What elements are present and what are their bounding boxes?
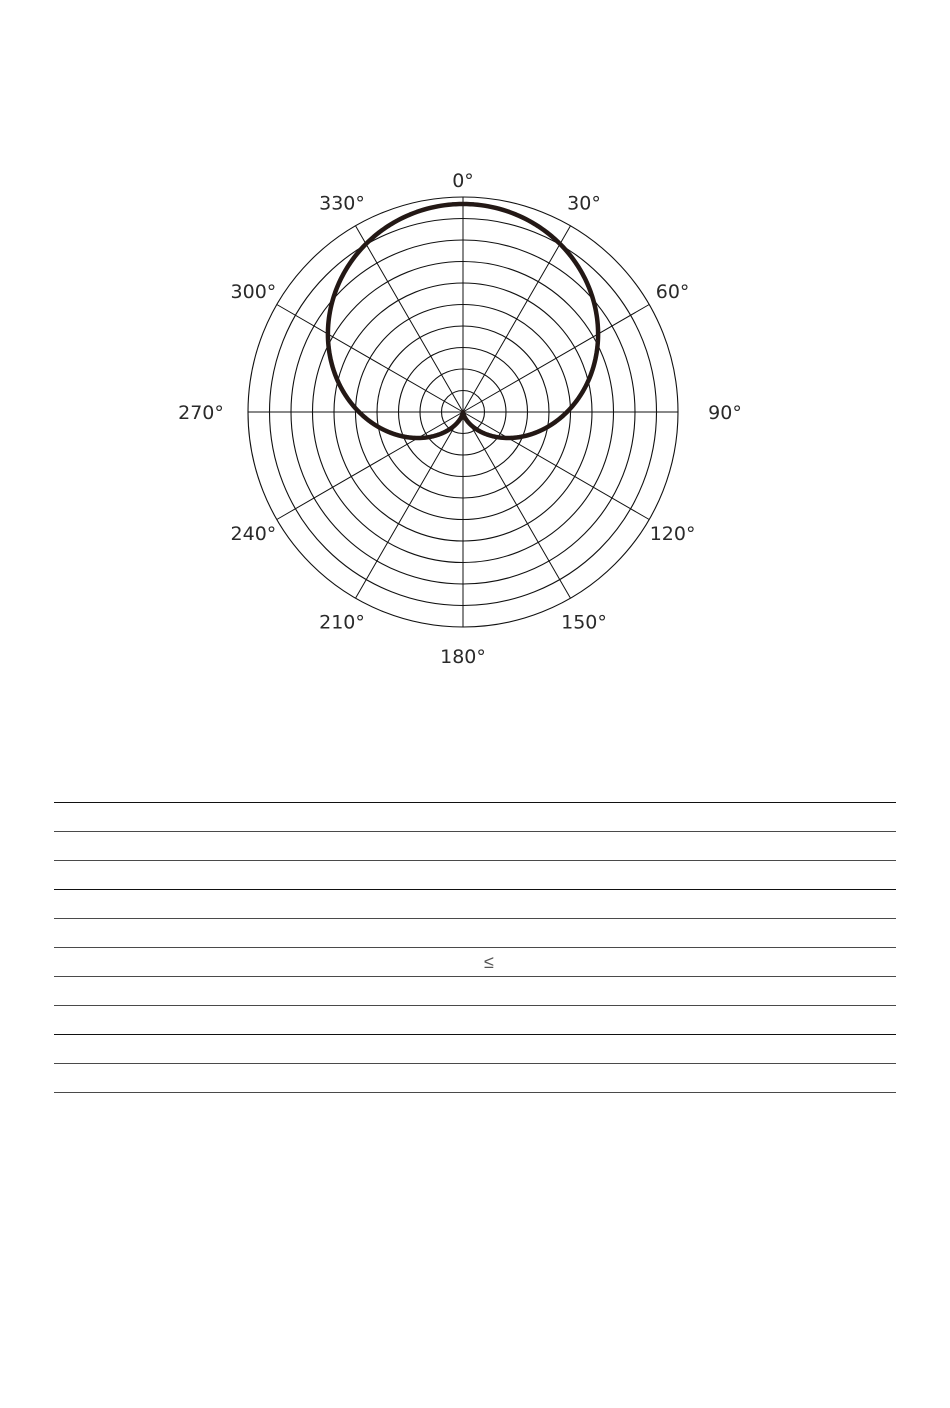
angle-label-210: 210° [319, 611, 365, 634]
grid-spoke-30 [463, 226, 571, 412]
table-row [54, 802, 896, 831]
angle-label-180: 180° [440, 646, 486, 668]
angle-label-90: 90° [708, 402, 742, 424]
table-row [54, 860, 896, 889]
angle-label-30: 30° [567, 192, 601, 215]
angle-label-0: 0° [452, 170, 474, 192]
angle-label-150: 150° [561, 611, 607, 634]
angle-label-300: 300° [230, 281, 277, 303]
grid-spoke-120 [463, 412, 649, 520]
table-row [54, 1063, 896, 1093]
table-row [54, 918, 896, 947]
table-row [54, 976, 896, 1005]
table-row [54, 889, 896, 918]
grid-spoke-300 [277, 305, 463, 413]
angle-label-120: 120° [649, 523, 696, 545]
grid-spoke-210 [356, 412, 464, 598]
grid-spoke-150 [463, 412, 571, 598]
table-row [54, 1034, 896, 1063]
grid-spoke-60 [463, 305, 649, 413]
grid-spoke-330 [356, 226, 464, 412]
table-row [54, 831, 896, 860]
angle-label-330: 330° [319, 192, 365, 215]
angle-label-240: 240° [230, 523, 277, 545]
table-row [54, 1005, 896, 1034]
table-row [54, 947, 896, 976]
table-cell-value: ≤ [484, 952, 494, 972]
angle-label-60: 60° [655, 281, 690, 303]
spec-table [54, 802, 896, 1093]
grid-spoke-240 [277, 412, 463, 520]
angle-label-270: 270° [178, 402, 224, 424]
